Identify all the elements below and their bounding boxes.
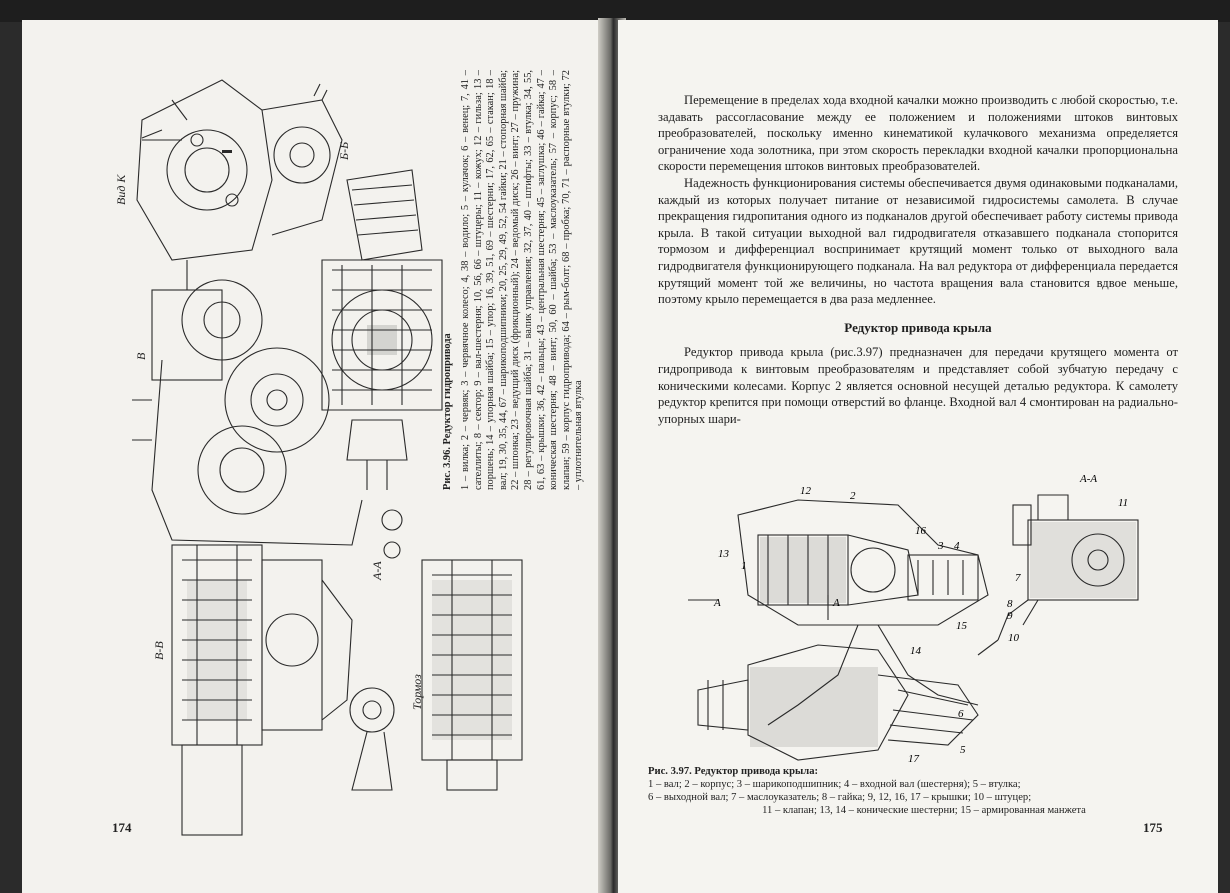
fig97-label-11: 11 [1118,497,1129,509]
fig97-label-5: 5 [960,744,966,756]
right-page [618,20,1218,893]
fig97-label-15: 15 [956,620,967,632]
figure-3-97-drawing [678,475,1198,765]
fig97-label-7: 7 [1015,572,1021,584]
fig97-label-3: 3 [938,540,944,552]
fig97-label-1: 1 [741,560,747,572]
fig97-label-16: 16 [915,525,926,537]
figure-3-96-caption-body: 1 – вилка; 2 – червяк; 3 – червячное колесо; 4, 38 – водило; 5 – кулачок; 6 – венец; 7, 41 – сателлиты; 8 – сектор; 9 – вал-шестерня; 10, 56, 66 – штуцеры; 11 – кожух; 12 – гильза; 13 – поршень; 14 – упорная шайба; 15 – упор; 16, 39, 51, 69 – шестерни; 17, 62, 65 – стакан; 18 – вал; 19, 30, 35, 44, 67 – шарикоподшипники; 20, 25, 29, 49, 52, 54 гайки; 21 – стопорная шайба; 22 – шпонка; 23 – ведущий диск (фрикционный); 24 – ведомый диск; 26 – винт; 27 – пружина; 28 – регулировочная шайба; 31 – валик управления; 32, 37, 40 – штифты; 33 – втулка; 34, 55, 61, 63 – крышки; 36, 42 – пальцы; 43 – центральная шестерня; 45 – заглушка; 46 – гайка; 47 – коническая шестерня; 48 – винт; 50, 60 – шайба; 53 – маслоуказатель; 57 – корпус; 58 – клапан; 59 – корпус гидропривода; 64 – рым-болт; 68 – пробка; 70, 71 – распорные втулки; 72 – уплотнительная втулка [460,70,585,490]
figure-3-96-caption-title: Рис. 3.96. Редуктор гидропривода [442,333,453,490]
figure-3-97-caption-line-3: 11 – клапан; 13, 14 – конические шестерни; 15 – армированная манжета [762,805,1086,816]
figure-3-96-caption [442,90,455,490]
fig97-label-12: 12 [800,485,811,497]
label-section-a-a: А-А [370,561,384,580]
fig97-label-section-a-a: А-А [1080,473,1098,485]
label-brake: Тормоз [410,674,424,710]
label-arrow-v: В [134,352,148,360]
fig97-label-6: 6 [958,708,964,720]
fig97-label-4: 4 [954,540,960,552]
page-number-left: 174 [112,820,132,835]
label-section-v-v: В-В [152,641,166,660]
paragraph-3: Редуктор привода крыла (рис.3.97) предназначен для передачи крутящего момента от гидропривода к винтовым преобразователям и представляет собой зубчатую передачу с коническими колесами. Корпус 2 является основной несущей деталью редуктора. К самолету редуктор крепится при помощи отверстий во фланце. Входной вал 4 смонтирован на радиально-упорных шари- [658,345,1178,426]
fig97-label-2: 2 [850,490,856,502]
section-heading: Редуктор привода крыла [844,319,992,335]
figure-3-97-caption-line-2: 6 – выходной вал; 7 – маслоуказатель; 8 – гайка; 9, 12, 16, 17 – крышки; 10 – штуцер; [648,792,1032,803]
fig97-label-10: 10 [1008,632,1019,644]
figure-3-96-caption-body-a [460,70,590,490]
label-view-k: Вид К [114,174,128,205]
figure-3-97-caption-line-1: 1 – вал; 2 – корпус; 3 – шарикоподшипник; 4 – входной вал (шестерня); 5 – втулка; [648,779,1021,790]
body-text [658,92,1178,427]
figure-3-97-caption-title: Рис. 3.97. Редуктор привода крыла: [648,766,819,777]
fig97-label-9: 9 [1007,610,1013,622]
fig97-label-14: 14 [910,645,921,657]
fig97-label-13: 13 [718,548,729,560]
fig97-label-arrow-a2: А [833,597,840,609]
fig97-label-8: 8 [1007,598,1013,610]
figure-3-97-caption [648,765,1200,817]
label-section-b-b: Б-Б [337,141,351,160]
page-number-right: 175 [1143,820,1163,835]
paragraph-2: Надежность функционирования системы обеспечивается двумя одинаковыми подканалами, каждый из которых получает питание от независимой гидросистемы самолета. В случае прекращения гидропитания одного из подканалов другой обеспечивает работу системы привода крыла. В такой ситуации выходной вал гидродвигателя отказавшего подканала стопорится тормозом и дифференциал воспринимает крутящий момент только от выходного вала гидродвигателя функционирующего подканала. На вал редуктора от дифференциала передается крутящий момент той же величины, но частота вращения вала становится вдвое меньше, поэтому крыло перемещается в два раза медленнее. [658,175,1178,307]
paragraph-1: Перемещение в пределах хода входной качалки можно производить с любой скоростью, т.е. задавать рассогласование между ее положением и положениями штоков винтовых преобразователей, поскольку именно кинематикой кулачкового механизма определяется ограничение хода золотника, при этом скорость перекладки входной качалки пропорциональна скорости перемещения штоков винтовых преобразователей. [658,93,1178,174]
fig97-label-arrow-a1: А [714,597,721,609]
fig97-label-17: 17 [908,753,919,765]
left-page [22,20,602,893]
